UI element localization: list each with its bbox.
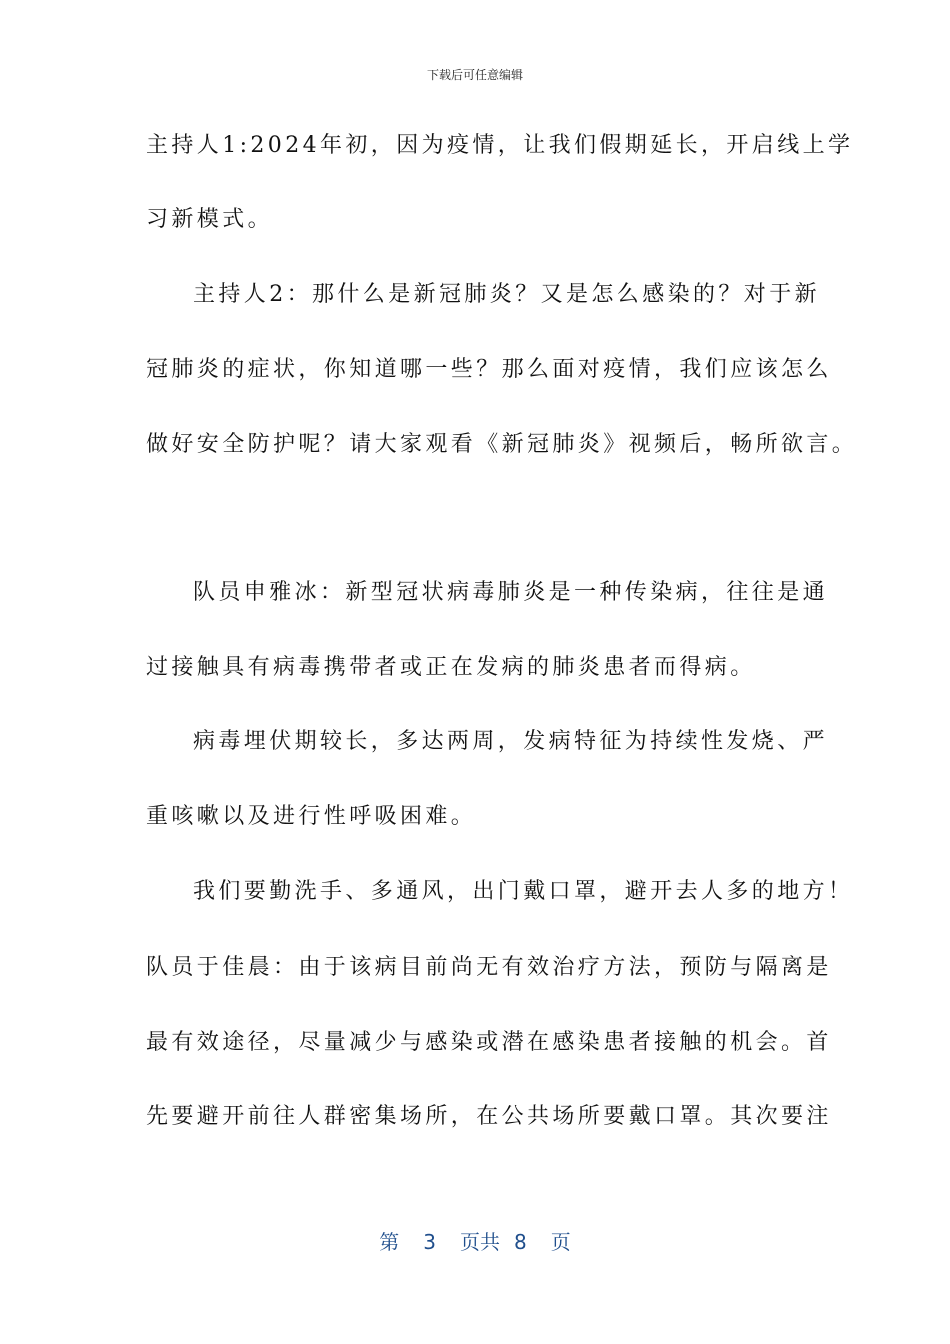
body-line: 过接触具有病毒携带者或正在发病的肺炎患者而得病。 [146, 655, 756, 680]
page-footer [0, 1226, 950, 1255]
body-line: 病毒埋伏期较长，多达两周，发病特征为持续性发烧、严 [193, 729, 829, 754]
body-line: 队员于佳晨：由于该病目前尚无有效治疗方法，预防与隔离是 [146, 955, 832, 980]
body-line: 我们要勤洗手、多通风，出门戴口罩，避开去人多的地方！ [193, 879, 854, 904]
footer-suffix: 页 [550, 1230, 571, 1254]
body-line: 做好安全防护呢？请大家观看《新冠肺炎》视频后，畅所欲言。 [146, 432, 858, 457]
body-line: 习新模式。 [146, 207, 274, 232]
body-line: 队员申雅冰：新型冠状病毒肺炎是一种传染病，往往是通 [193, 580, 829, 605]
footer-current-page: 3 [423, 1230, 436, 1254]
body-line: 冠肺炎的症状，你知道哪一些？那么面对疫情，我们应该怎么 [146, 357, 832, 382]
page-header: 下载后可任意编辑 [426, 68, 523, 82]
footer-prefix: 第 [379, 1230, 400, 1254]
footer-middle: 页共 [460, 1230, 500, 1254]
body-line: 主持人2：那什么是新冠肺炎？又是怎么感染的？对于新 [193, 282, 820, 307]
body-line: 最有效途径，尽量减少与感染或潜在感染患者接触的机会。首 [146, 1030, 832, 1055]
body-line: 先要避开前往人群密集场所，在公共场所要戴口罩。其次要注 [146, 1104, 832, 1129]
body-line: 重咳嗽以及进行性呼吸困难。 [146, 804, 477, 829]
footer-total-pages: 8 [514, 1230, 527, 1254]
body-line: 主持人1:2024年初，因为疫情，让我们假期延长，开启线上学 [146, 133, 854, 158]
